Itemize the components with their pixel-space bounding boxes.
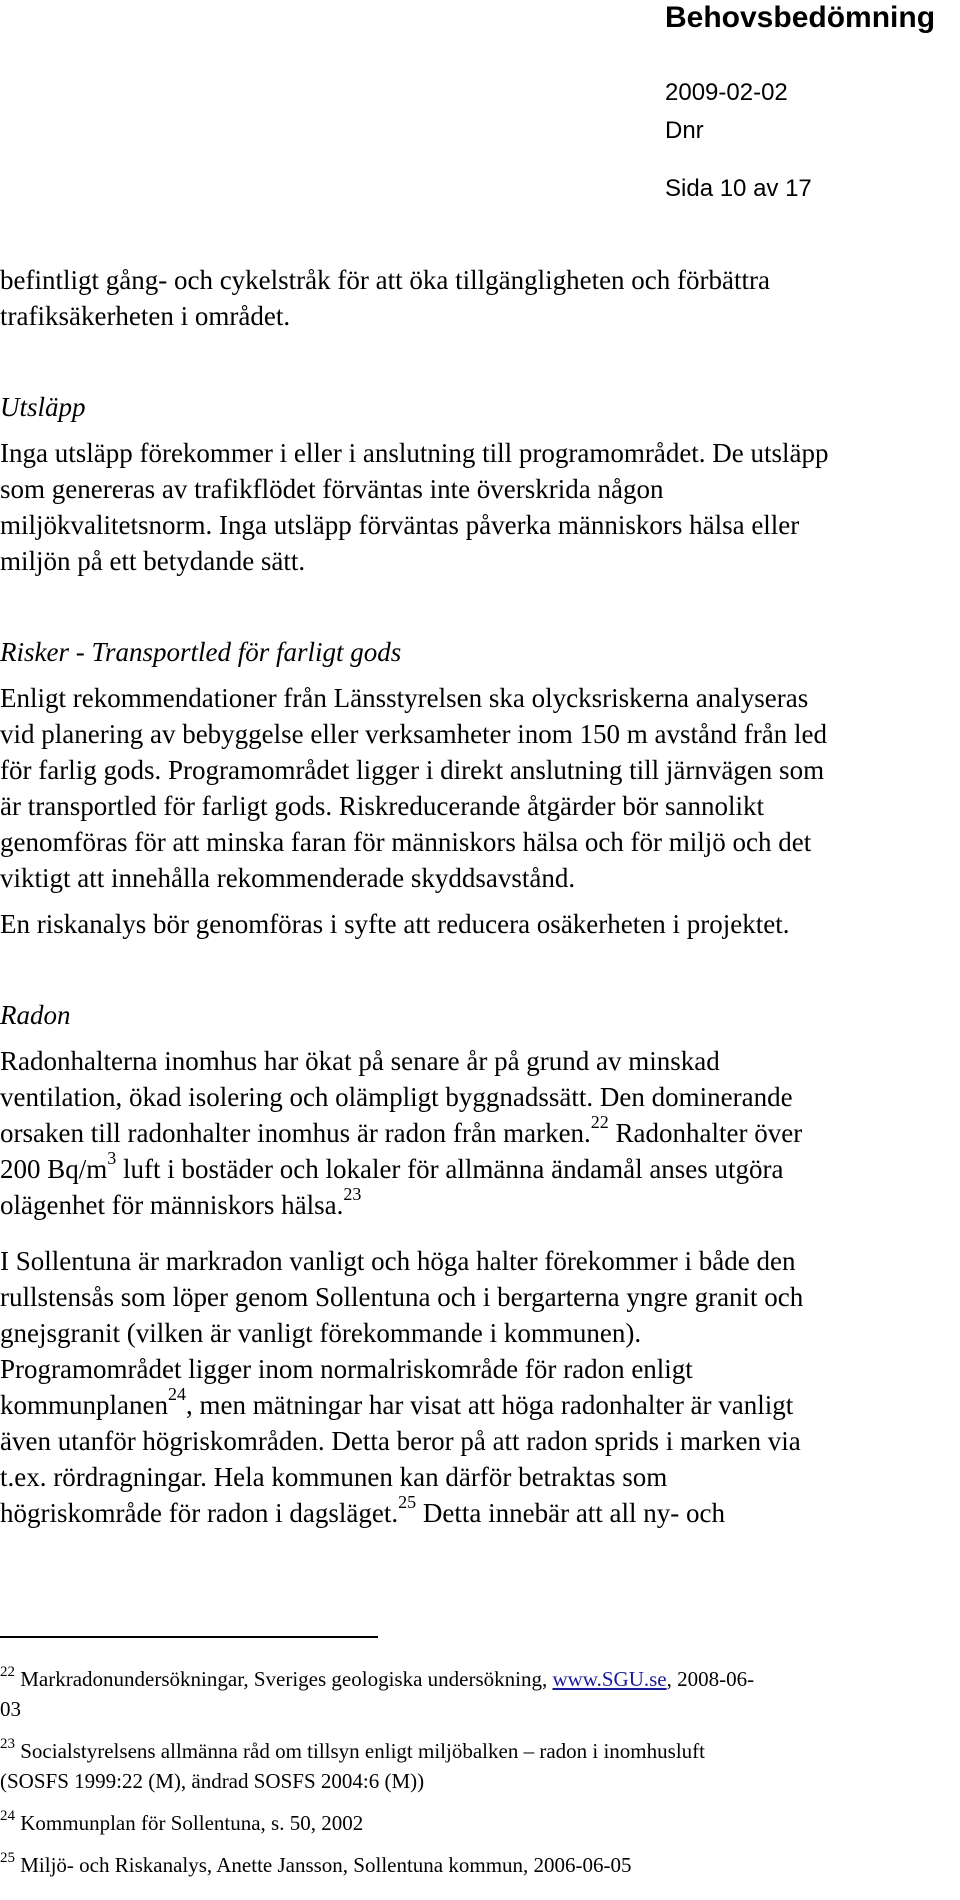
section-heading-risker: Risker - Transportled för farligt gods: [0, 637, 402, 667]
footnote-23: [0, 1736, 960, 1796]
footnote-ref-24: 24: [167, 1384, 186, 1404]
footnote-number: 25: [0, 1850, 15, 1866]
footnote-text: Socialstyrelsens allmänna råd om tillsyn enligt miljöbalken – radon i inomhusluft (SOSFS 1999:22 (M), ändrad SOSFS 2004:6 (M)): [0, 1739, 705, 1793]
radon-p1-text-c: luft i bostäder och lokaler för allmänna ändamål anses utgöra olägenhet för människors hälsa.: [0, 1154, 784, 1220]
document-dnr: Dnr: [665, 117, 704, 144]
risker-paragraph-1: Enligt rekommendationer från Länsstyrelsen ska olycksriskerna analyseras vid planering av bebyggelse eller verksamheter inom 150 m avstånd från led för farlig gods. Programområdet ligger i direkt anslutning till järnvägen som är transportled för farligt gods. Riskreducerande åtgärder bör sannolikt genomföras för att minska faran för människors hälsa och för miljö och det viktigt att innehålla rekommenderade skyddsavstånd.: [0, 683, 827, 893]
document-body: [0, 262, 960, 1531]
radon-p1-text-a: Radonhalterna inomhus har ökat på senare år på grund av minskad ventilation, ökad isolering och olämpligt byggnadssätt. Den dominerande orsaken till radonhalter inomhus är radon från marken.: [0, 1046, 793, 1148]
footnote-number: 22: [0, 1664, 15, 1680]
radon-paragraph-1: [0, 1043, 960, 1223]
page-header: [0, 0, 960, 220]
sgu-link[interactable]: www.SGU.se: [552, 1667, 667, 1691]
footnote-22: [0, 1664, 960, 1724]
risker-paragraph-2: En riskanalys bör genomföras i syfte att reducera osäkerheten i projektet.: [0, 909, 790, 939]
footnote-24: [0, 1808, 960, 1838]
footnotes: [0, 1664, 960, 1892]
utslapp-paragraph: Inga utsläpp förekommer i eller i anslutning till programområdet. De utsläpp som genereras av trafikflödet förväntas inte överskrida någon miljökvalitetsnorm. Inga utsläpp förväntas påverka människors hälsa eller miljön på ett betydande sätt.: [0, 438, 829, 576]
radon-p1-text-b: Radonhalter över 200 Bq/m: [0, 1118, 803, 1184]
section-heading-utslapp: Utsläpp: [0, 392, 86, 422]
footnote-text: Kommunplan för Sollentuna, s. 50, 2002: [15, 1811, 364, 1835]
section-heading-radon: Radon: [0, 1000, 71, 1030]
document-title: Behovsbedömning: [665, 1, 936, 34]
radon-p2-text-c: Detta innebär att all ny- och: [416, 1498, 726, 1528]
footnote-25: [0, 1850, 960, 1880]
footnote-ref-25: 25: [398, 1492, 417, 1512]
footnote-ref-23: 23: [343, 1184, 362, 1204]
footnote-text: Markradonundersökningar, Sveriges geologiska undersökning,: [15, 1667, 553, 1691]
footnote-number: 23: [0, 1736, 15, 1752]
footnote-ref-22: 22: [590, 1112, 609, 1132]
document-date: 2009-02-02: [665, 79, 788, 106]
radon-p2-text-a: I Sollentuna är markradon vanligt och höga halter förekommer i både den rullstensås som löper genom Sollentuna och i bergarterna yngre granit och gnejsgranit (vilken är vanligt förekommande i kommunen). Programområdet ligger inom normalriskområde för radon enligt kommunplanen: [0, 1246, 804, 1420]
footnote-divider: [0, 1636, 378, 1638]
footnote-text-end: , 2008-06- 03: [0, 1667, 755, 1721]
unit-superscript: 3: [107, 1148, 117, 1168]
intro-continuation-paragraph: befintligt gång- och cykelstråk för att öka tillgängligheten och förbättra trafiksäkerheten i området.: [0, 265, 770, 331]
page-indicator: Sida 10 av 17: [665, 175, 812, 202]
footnote-number: 24: [0, 1808, 15, 1824]
radon-p2-text-b: , men mätningar har visat att höga radonhalter är vanligt även utanför högriskområden. Detta beror på att radon sprids i marken via t.ex. rördragningar. Hela kommunen kan därför betraktas som högriskområde för radon i dagsläget.: [0, 1390, 801, 1528]
radon-paragraph-2: [0, 1243, 960, 1531]
footnote-text: Miljö- och Riskanalys, Anette Jansson, Sollentuna kommun, 2006-06-05: [15, 1853, 632, 1877]
